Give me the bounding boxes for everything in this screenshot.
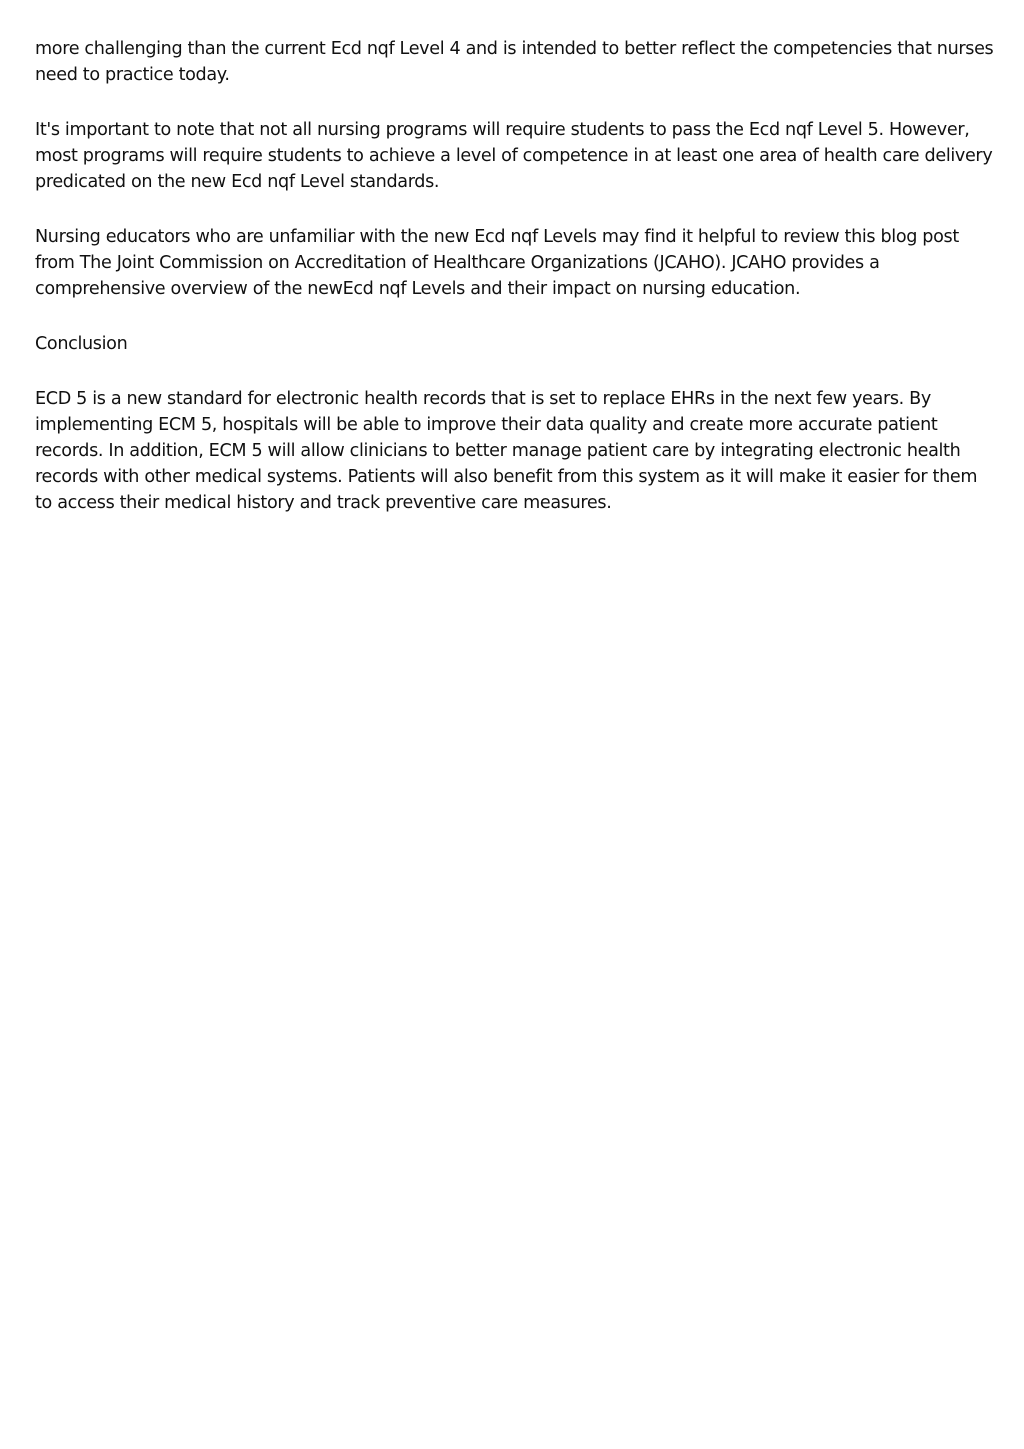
- paragraph-educators-jcaho: Nursing educators who are unfamiliar with the new Ecd nqf Levels may find it helpful to review this blog post from The Joint Commission on Accreditation of Healthcare Organizations (JCAHO). JCAHO provides a comprehensive overview of the newEcd nqf Levels and their impact on nursing education.: [35, 227, 959, 299]
- paragraph-competencies: more challenging than the current Ecd nqf Level 4 and is intended to better reflect the competencies that nurses need to practice today.: [35, 39, 994, 85]
- section-heading-conclusion: Conclusion: [35, 334, 128, 354]
- paragraph-conclusion: ECD 5 is a new standard for electronic health records that is set to replace EHRs in the next few years. By implementing ECM 5, hospitals will be able to improve their data quality and create more accurate patient records. In addition, ECM 5 will allow clinicians to better manage patient care by integrating electronic health records with other medical systems. Patients will also benefit from this system as it will make it easier for them to access their medical history and track preventive care measures.: [35, 389, 978, 513]
- paragraph-program-requirements: It's important to note that not all nursing programs will require students to pass the Ecd nqf Level 5. However, most programs will require students to achieve a level of competence in at least one area of health care delivery predicated on the new Ecd nqf Level standards.: [35, 120, 993, 192]
- document-page: [35, 36, 995, 545]
